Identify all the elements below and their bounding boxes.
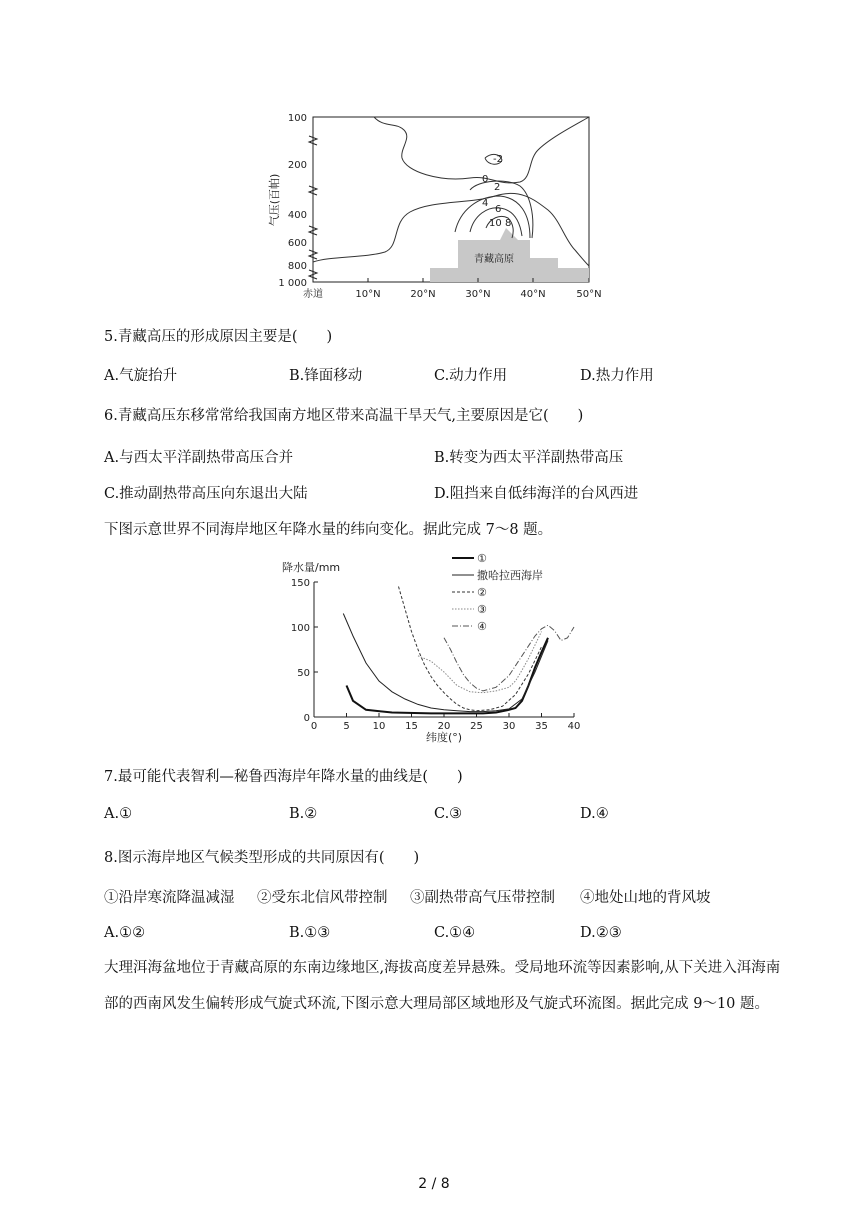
q5-option-d[interactable]: D.热力作用	[580, 368, 654, 384]
x-tick-label: 40°N	[520, 289, 546, 300]
q6-option-b[interactable]: B.转变为西太平洋副热带高压	[434, 450, 624, 466]
intro-7-8: 下图示意世界不同海岸地区年降水量的纬向变化。据此完成 7～8 题。	[104, 522, 553, 538]
legend-label: ③	[477, 603, 487, 616]
x-tick-label: 30	[502, 721, 516, 732]
page-number: 2 / 8	[418, 1176, 450, 1192]
series-line-5	[444, 625, 574, 691]
q8-choice-3: ③副热带高气压带控制	[410, 890, 555, 906]
x-tick-label: 50°N	[576, 289, 602, 300]
axis-break	[309, 186, 317, 195]
figure1-pressure-section	[0, 0, 868, 310]
q5-option-c[interactable]: C.动力作用	[434, 368, 508, 384]
contour-label: 0	[482, 174, 489, 185]
q7-option-a[interactable]: A.①	[104, 806, 133, 822]
y-tick-label: 600	[287, 238, 307, 249]
contour-label: 2	[494, 182, 501, 193]
x-tick-label: 15	[405, 721, 418, 732]
contour-line	[455, 196, 530, 238]
legend-label: ②	[477, 586, 487, 599]
contour-line	[374, 117, 589, 183]
q8-choice-1: ①沿岸寒流降温减湿	[104, 890, 235, 906]
y-tick-label: 400	[287, 210, 307, 221]
x-tick-label: 10	[372, 721, 386, 732]
contour-label: -2	[493, 154, 503, 165]
x-tick-label: 25	[470, 721, 483, 732]
y-tick-label: 0	[303, 713, 310, 724]
q6-stem: 6.青藏高压东移常常给我国南方地区带来高温干旱天气,主要原因是它( )	[104, 408, 584, 424]
contour-line	[313, 193, 589, 266]
q7-option-d[interactable]: D.④	[580, 806, 609, 822]
q7-option-b[interactable]: B.②	[289, 806, 318, 822]
q8-option-a[interactable]: A.①②	[104, 925, 146, 941]
y-tick-label: 100	[290, 623, 310, 634]
contour-label: 6	[495, 204, 502, 215]
x-tick-label: 10°N	[355, 289, 381, 300]
q6-option-c[interactable]: C.推动副热带高压向东退出大陆	[104, 486, 308, 502]
q7-stem: 7.最可能代表智利—秘鲁西海岸年降水量的曲线是( )	[104, 769, 463, 785]
y-axis-label: 降水量/mm	[282, 561, 341, 574]
x-tick-label: 20°N	[410, 289, 436, 300]
legend-label: ①	[477, 552, 487, 565]
legend-label: 撒哈拉西海岸	[477, 569, 543, 582]
y-tick-label: 150	[290, 578, 310, 589]
y-tick-label: 50	[297, 668, 310, 679]
x-tick-label: 35	[535, 721, 548, 732]
legend-label: ④	[477, 620, 487, 633]
q5-stem: 5.青藏高压的形成原因主要是( )	[104, 329, 333, 345]
x-tick-label: 20	[437, 721, 451, 732]
q8-choice-4: ④地处山地的背风坡	[580, 890, 711, 906]
axis-break	[309, 226, 317, 235]
q8-option-c[interactable]: C.①④	[434, 925, 476, 941]
q7-option-c[interactable]: C.③	[434, 806, 463, 822]
y-axis-label: 气压(百帕)	[268, 173, 281, 227]
q8-option-d[interactable]: D.②③	[580, 925, 622, 941]
y-tick-label: 1 000	[278, 278, 307, 289]
q5-option-b[interactable]: B.锋面移动	[289, 368, 363, 384]
x-tick-label: 30°N	[465, 289, 491, 300]
contour-label: 10	[489, 218, 502, 229]
x-tick-label: 0	[310, 721, 318, 732]
contour-label: 4	[482, 198, 489, 209]
x-tick-label: 5	[343, 721, 350, 732]
contour-label: 8	[505, 218, 512, 229]
q5-option-a[interactable]: A.气旋抬升	[104, 368, 178, 384]
figure2-precipitation-chart	[0, 545, 868, 745]
q6-option-d[interactable]: D.阻挡来自低纬海洋的台风西进	[434, 486, 639, 502]
y-tick-label: 800	[287, 261, 307, 272]
y-tick-label: 200	[287, 160, 307, 171]
x-tick-label: 赤道	[303, 289, 323, 300]
axis-break	[309, 270, 317, 279]
q8-choice-2: ②受东北信风带控制	[257, 890, 388, 906]
axis-break	[309, 250, 317, 259]
q6-option-a[interactable]: A.与西太平洋副热带高压合并	[104, 450, 294, 466]
y-tick-label: 100	[287, 113, 307, 124]
q8-option-b[interactable]: B.①③	[289, 925, 331, 941]
axis-break	[309, 136, 317, 145]
intro-9-10: 大理洱海盆地位于青藏高原的东南边缘地区,海拔高度差异悬殊。受局地环流等因素影响,从下关进入洱海南部的西南风发生偏转形成气旋式环流,下图示意大理局部区域地形及气旋式环流图。据此完成 9～10 题。	[104, 960, 781, 1012]
x-tick-label: 40	[567, 721, 581, 732]
x-axis-label: 纬度(°)	[425, 731, 463, 744]
plateau-label: 青藏高原	[474, 254, 514, 265]
q8-stem: 8.图示海岸地区气候类型形成的共同原因有( )	[104, 850, 420, 866]
